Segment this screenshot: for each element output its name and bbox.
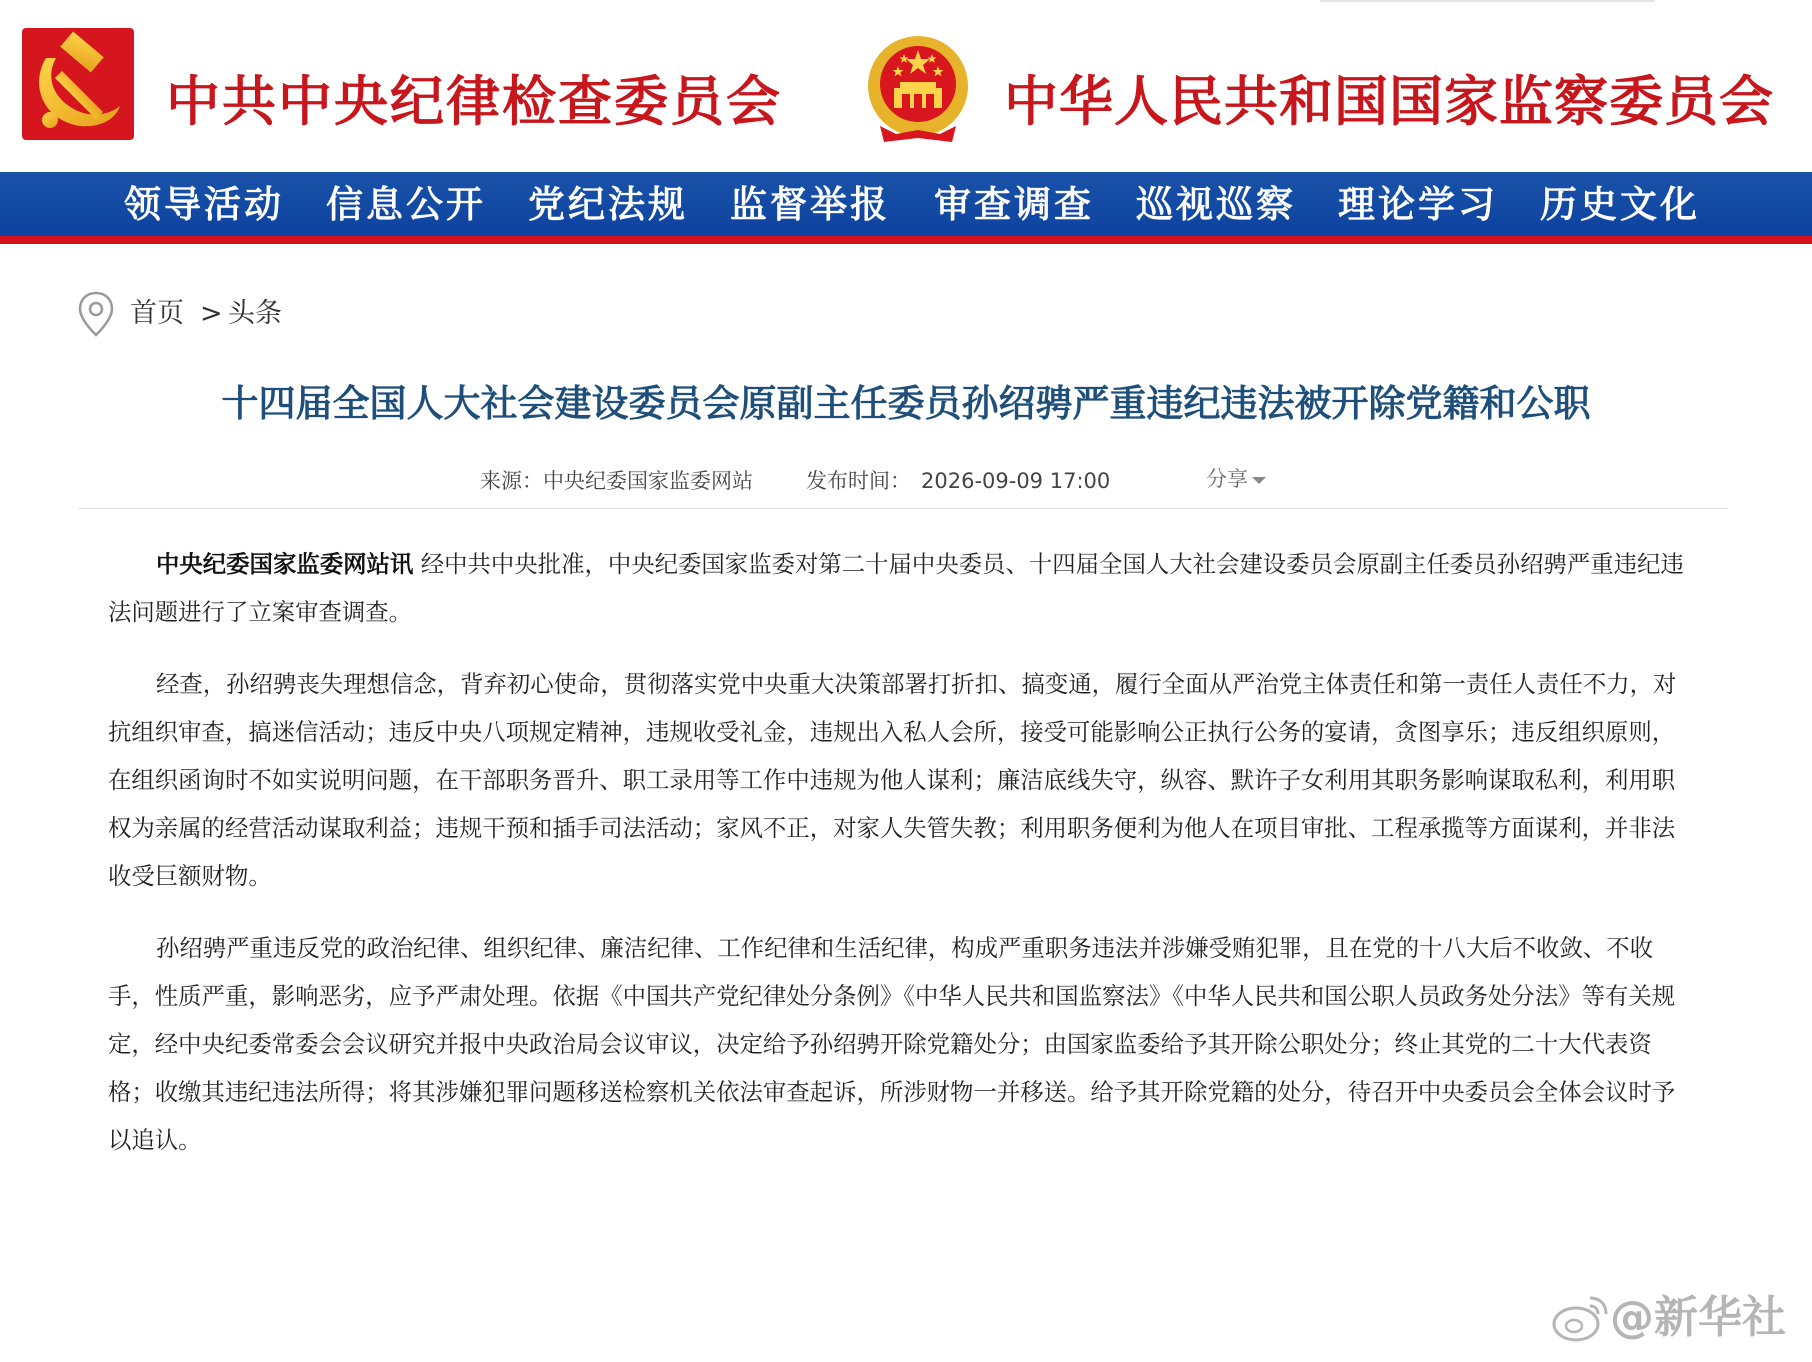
article-lead: 中央纪委国家监委网站讯 [156,550,414,578]
chevron-down-icon [1252,477,1266,484]
location-pin-icon [76,290,116,338]
article-paragraph-2: 经查，孙绍骋丧失理想信念，背弃初心使命，贯彻落实党中央重大决策部署打折扣、搞变通，履行全面从严治党主体责任和第一责任人责任不力，对抗组织审查，搞迷信活动；违反中央八项规定精神，违规收受礼金，违规出入私人会所，接受可能影响公正执行公务的宴请，贪图享乐；违反组织原则，在组织函询时不如实说明问题，在干部职务晋升、职工录用等工作中违规为他人谋利；廉洁底线失守，纵容、默许子女利用其职务影响谋取私利，利用职权为亲属的经营活动谋取利益；违规干预和插手司法活动；家风不正，对家人失管失教；利用职务便利为他人在项目审批、工程承揽等方面谋利，并非法收受巨额财物。 [108,670,1677,890]
site-title-ccdi: 中共中央纪律检查委员会 [166,69,782,133]
nav-item-theory[interactable]: 理论学习 [1338,182,1498,226]
site-header [0,0,1812,172]
nav-item-inspection[interactable]: 巡视巡察 [1136,182,1296,226]
article-title: 十四届全国人大社会建设委员会原副主任委员孙绍骋严重违纪违法被开除党籍和公职 [221,382,1591,425]
main-nav [0,172,1812,236]
nav-item-history[interactable]: 历史文化 [1540,182,1700,226]
nav-item-leadership[interactable]: 领导活动 [124,182,284,226]
source-label: 来源： [480,469,543,493]
party-emblem-icon [22,28,134,140]
breadcrumb-current[interactable]: 头条 [228,298,282,329]
nav-item-regulations[interactable]: 党纪法规 [528,182,688,226]
article-source [480,466,753,496]
article-paragraph-3: 孙绍骋严重违反党的政治纪律、组织纪律、廉洁纪律、工作纪律和生活纪律，构成严重职务违法并涉嫌受贿犯罪，且在党的十八大后不收敛、不收手，性质严重，影响恶劣，应予严肃处理。依据《中国共产党纪律处分条例》《中华人民共和国监察法》《中华人民共和国公职人员政务处分法》等有关规定，经中央纪委常委会会议研究并报中央政治局会议审议，决定给予孙绍骋开除党籍处分；由国家监委给予其开除公职处分；终止其党的二十大代表资格；收缴其违纪违法所得；将其涉嫌犯罪问题移送检察机关依法审查起诉，所涉财物一并移送。给予其开除党籍的处分，待召开中央委员会全体会议时予以追认。 [108,934,1676,1154]
breadcrumb-separator: > [200,298,223,329]
nav-item-report[interactable]: 监督举报 [730,182,890,226]
header-divider [78,508,1728,509]
site-title-nsc: 中华人民共和国国家监察委员会 [1004,69,1774,133]
article-p1-text: 经中共中央批准，中央纪委国家监委对第二十届中央委员、十四届全国人大社会建设委员会原副主任委员孙绍骋严重违纪违法问题进行了立案审查调查。 [108,550,1684,626]
share-label: 分享 [1206,467,1248,491]
time-value: 2026-09-09 17:00 [921,469,1111,493]
weibo-icon [1550,1288,1610,1346]
nav-item-investigation[interactable]: 审查调查 [934,182,1094,226]
source-value: 中央纪委国家监委网站 [543,469,753,493]
article-body [108,540,1696,1188]
article-paragraph-1 [108,540,1696,636]
article-time [806,466,1110,496]
national-emblem-icon [866,30,970,148]
nav-item-disclosure[interactable]: 信息公开 [326,182,486,226]
nav-red-stripe [0,236,1812,244]
breadcrumb-home-link[interactable]: 首页 [130,298,184,329]
share-button[interactable] [1206,464,1266,494]
watermark-text: @新华社 [1610,1292,1786,1343]
time-label: 发布时间： [806,469,911,493]
top-border-line [1320,0,1655,2]
